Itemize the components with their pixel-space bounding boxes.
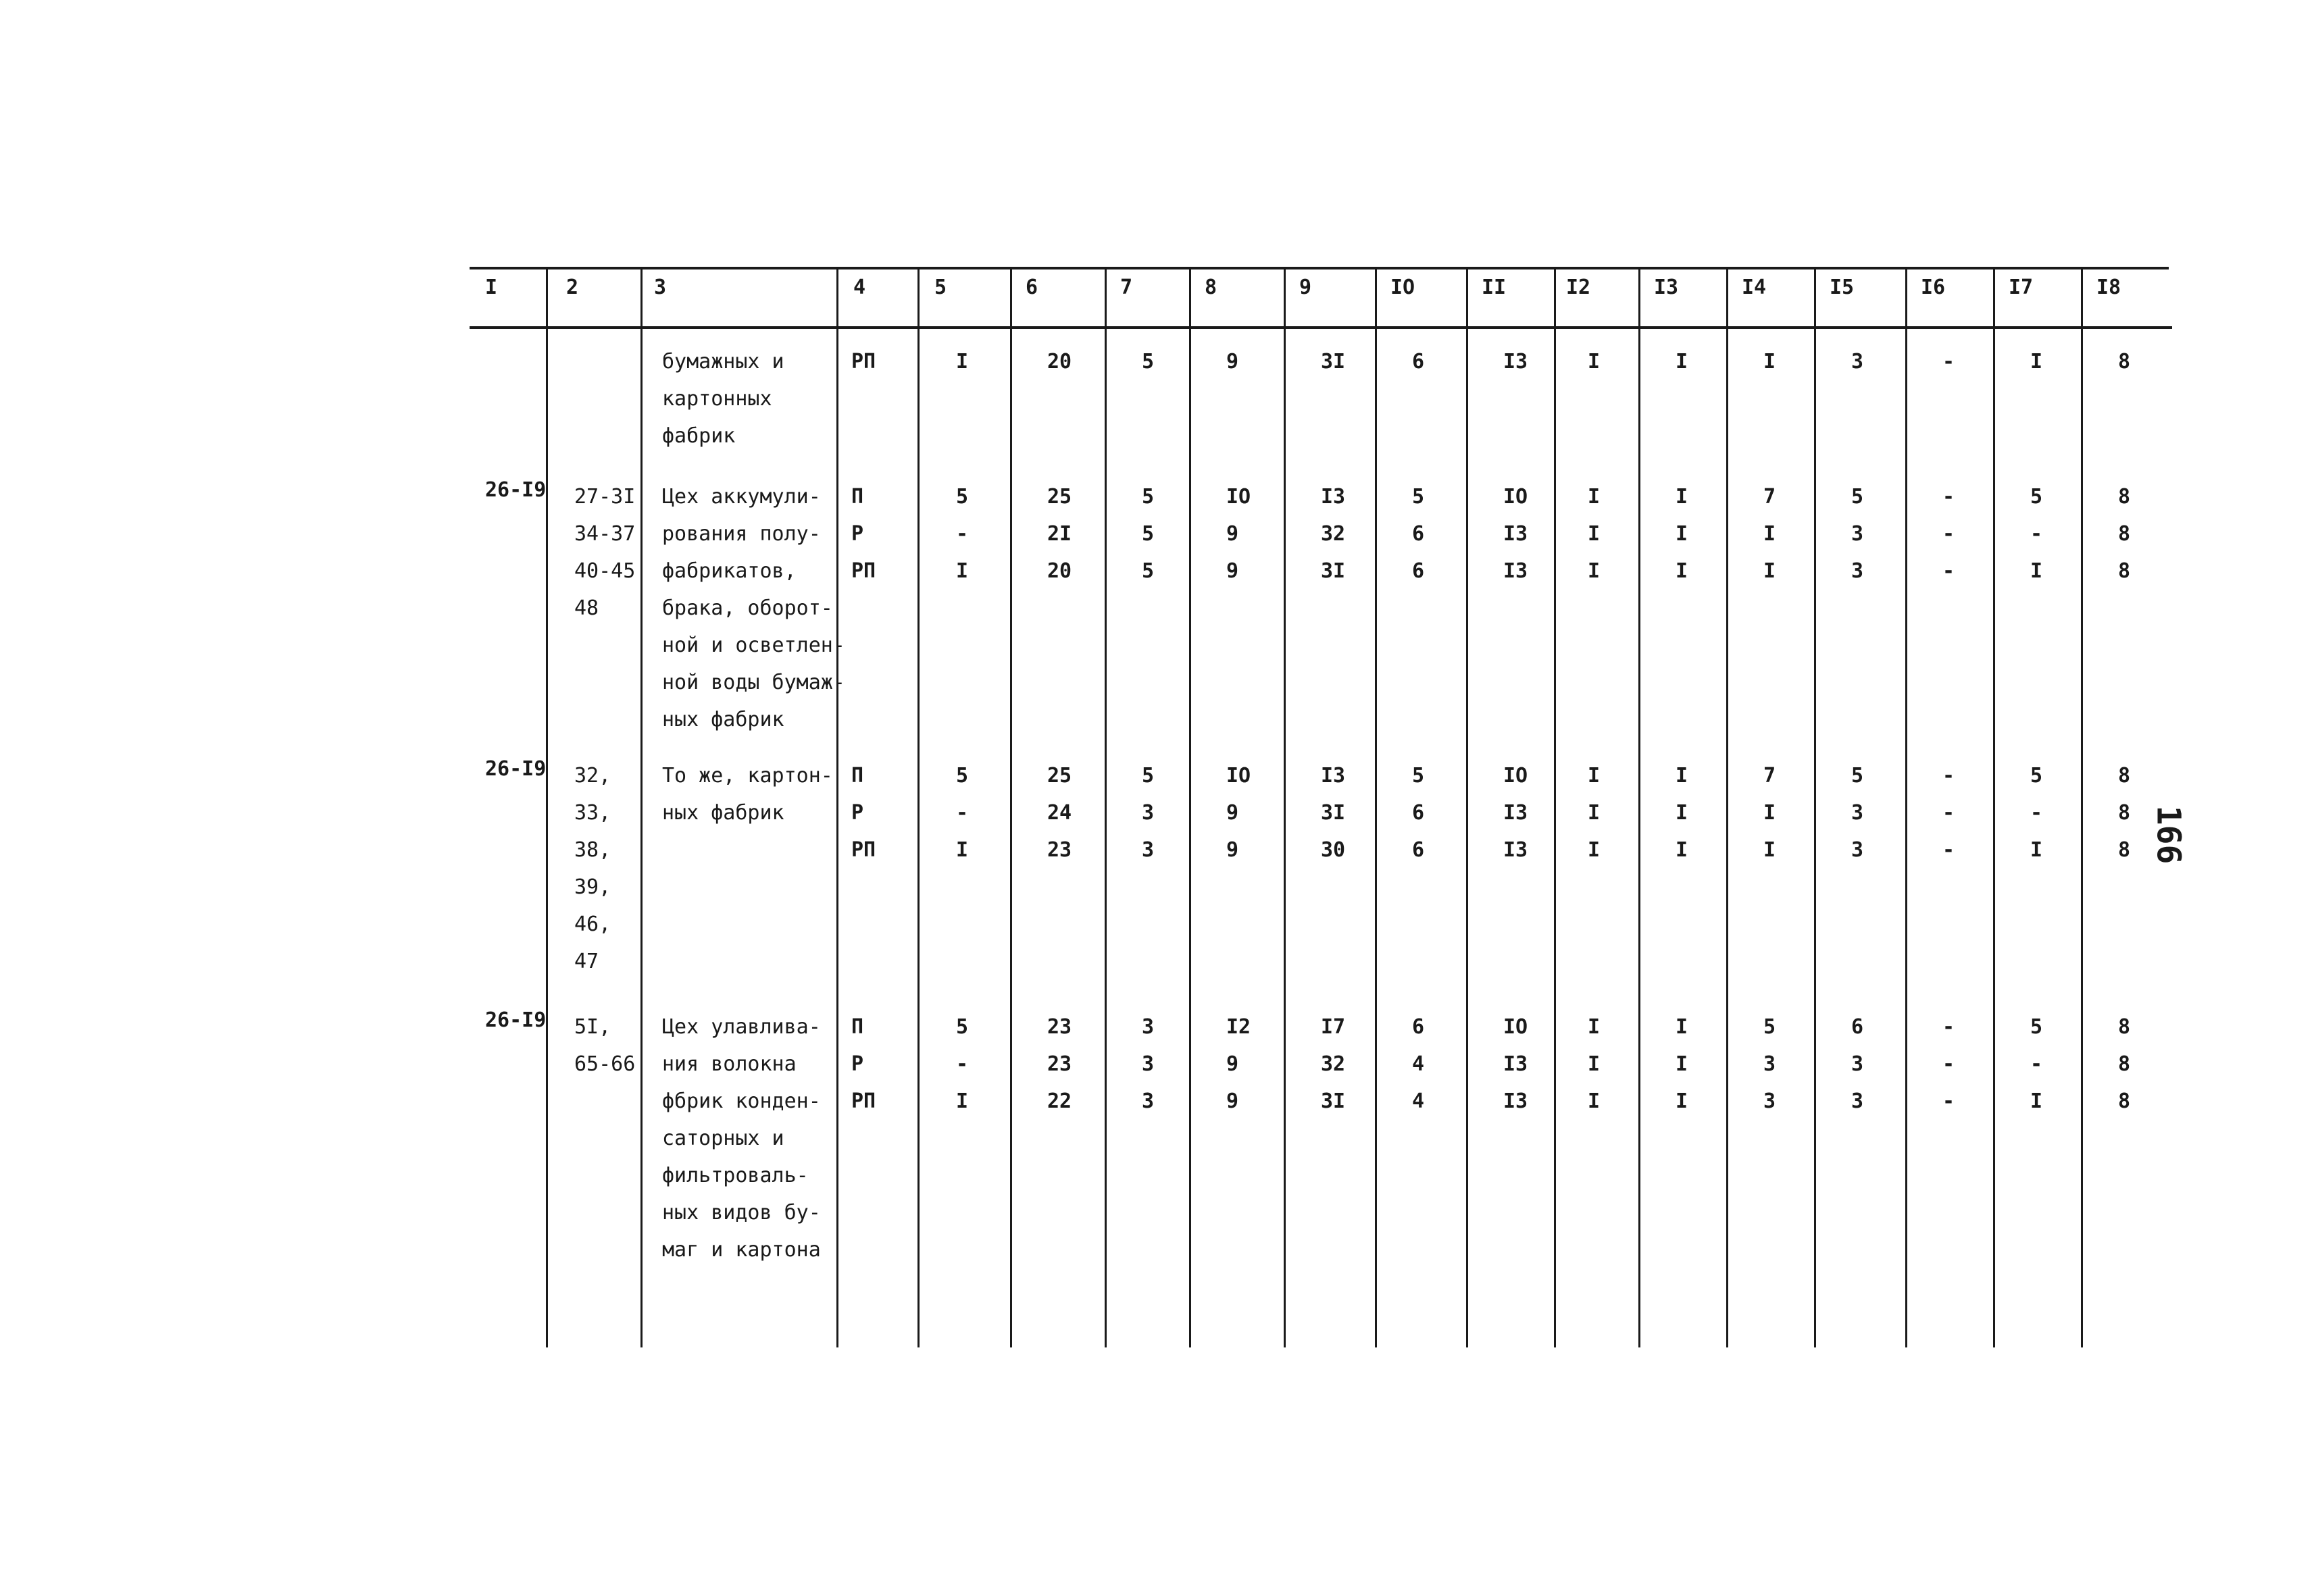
row-mode: П xyxy=(851,764,864,788)
column-divider xyxy=(836,268,838,1347)
table-cell: 3 xyxy=(1851,1052,1864,1076)
row-mode: Р xyxy=(851,801,864,825)
row-description: ных видов бу- xyxy=(662,1201,821,1225)
table-cell: I xyxy=(1676,350,1688,374)
table-cell: IO xyxy=(1503,485,1528,509)
row-mode: РП xyxy=(851,350,876,374)
table-cell: 32 xyxy=(1321,522,1346,546)
column-header: 3 xyxy=(654,276,667,299)
table-cell: IO xyxy=(1226,764,1251,788)
table-cell: I3 xyxy=(1503,559,1528,583)
table-cell: 5 xyxy=(1412,764,1425,788)
column-header: 6 xyxy=(1026,276,1038,299)
table-cell: 3 xyxy=(1142,1089,1155,1113)
row-description: рования полу- xyxy=(662,522,821,546)
row-description: То же, картон- xyxy=(662,764,833,788)
table-cell: - xyxy=(1942,801,1955,825)
table-cell: 8 xyxy=(2118,1089,2131,1113)
table-cell: 30 xyxy=(1321,838,1346,862)
row-description: саторных и xyxy=(662,1127,784,1150)
table-cell: 9 xyxy=(1226,801,1239,825)
table-cell: 5 xyxy=(956,485,969,509)
column-header: I xyxy=(485,276,498,299)
table-cell: I xyxy=(1676,801,1688,825)
column-header: I6 xyxy=(1921,276,1946,299)
table-cell: 5 xyxy=(1142,350,1155,374)
row-description: ных фабрик xyxy=(662,708,784,731)
column-header: I5 xyxy=(1830,276,1855,299)
column-header: 8 xyxy=(1205,276,1217,299)
table-cell: I xyxy=(956,559,969,583)
table-cell: I xyxy=(1763,522,1776,546)
row-mode: Р xyxy=(851,522,864,546)
table-cell: I xyxy=(1588,1052,1601,1076)
table-cell: 3I xyxy=(1321,559,1346,583)
table-cell: - xyxy=(956,801,969,825)
table-cell: I xyxy=(1763,801,1776,825)
table-cell: 5 xyxy=(2030,764,2043,788)
column-header: I7 xyxy=(2009,276,2034,299)
table-cell: - xyxy=(2030,801,2043,825)
row-position: 65-66 xyxy=(574,1052,636,1076)
row-description: ной и осветлен- xyxy=(662,634,845,657)
table-cell: IO xyxy=(1503,1015,1528,1039)
row-description: фабрикатов, xyxy=(662,559,797,583)
row-description: Цех аккумули- xyxy=(662,485,821,509)
table-cell: 8 xyxy=(2118,559,2131,583)
table-cell: 7 xyxy=(1763,764,1776,788)
table-cell: - xyxy=(956,522,969,546)
table-cell: I xyxy=(956,350,969,374)
column-divider xyxy=(1105,268,1107,1347)
row-mode: РП xyxy=(851,559,876,583)
table-cell: I xyxy=(1588,522,1601,546)
table-cell: 8 xyxy=(2118,350,2131,374)
column-divider xyxy=(917,268,920,1347)
table-cell: 8 xyxy=(2118,1052,2131,1076)
table-cell: 4 xyxy=(1412,1089,1425,1113)
table-cell: 6 xyxy=(1412,1015,1425,1039)
table-cell: 8 xyxy=(2118,485,2131,509)
table-cell: I xyxy=(1588,764,1601,788)
table-cell: I2 xyxy=(1226,1015,1251,1039)
row-position: 32, xyxy=(574,764,611,788)
column-header: I8 xyxy=(2096,276,2121,299)
table-cell: 3 xyxy=(1851,559,1864,583)
table-cell: I3 xyxy=(1321,485,1346,509)
table-cell: I3 xyxy=(1503,838,1528,862)
table-cell: I3 xyxy=(1503,350,1528,374)
row-description: картонных xyxy=(662,387,772,411)
table-cell: 9 xyxy=(1226,1089,1239,1113)
table-cell: 22 xyxy=(1047,1089,1072,1113)
table-cell: - xyxy=(1942,1089,1955,1113)
column-divider xyxy=(640,268,643,1347)
table-cell: 25 xyxy=(1047,485,1072,509)
table-cell: 5 xyxy=(1142,522,1155,546)
row-position: 40-45 xyxy=(574,559,636,583)
row-mode: РП xyxy=(851,838,876,862)
column-header: II xyxy=(1482,276,1507,299)
table-cell: I3 xyxy=(1503,1052,1528,1076)
table-cell: 6 xyxy=(1412,559,1425,583)
row-description: ной воды бумаж- xyxy=(662,671,845,694)
table-cell: I3 xyxy=(1321,764,1346,788)
table-cell: I xyxy=(1588,559,1601,583)
table-cell: 9 xyxy=(1226,1052,1239,1076)
table-cell: - xyxy=(1942,350,1955,374)
table-cell: I3 xyxy=(1503,801,1528,825)
table-cell: I xyxy=(1676,1052,1688,1076)
table-cell: 23 xyxy=(1047,838,1072,862)
table-cell: 6 xyxy=(1412,522,1425,546)
row-position: 39, xyxy=(574,875,611,899)
row-description: Цех улавлива- xyxy=(662,1015,821,1039)
table-cell: I xyxy=(1676,522,1688,546)
table-cell: I7 xyxy=(1321,1015,1346,1039)
table-cell: 3 xyxy=(1142,1015,1155,1039)
row-code: 26-I9 xyxy=(485,757,547,781)
row-code: 26-I9 xyxy=(485,1008,547,1032)
row-description: маг и картона xyxy=(662,1238,821,1262)
column-divider xyxy=(1726,268,1728,1347)
row-position: 48 xyxy=(574,596,599,620)
table-cell: 20 xyxy=(1047,559,1072,583)
table-cell: I xyxy=(1763,350,1776,374)
table-cell: 23 xyxy=(1047,1015,1072,1039)
row-description: фабрик xyxy=(662,424,736,448)
table-cell: I xyxy=(1588,1015,1601,1039)
table-cell: 3 xyxy=(1142,1052,1155,1076)
table-cell: 3 xyxy=(1851,350,1864,374)
table-cell: 8 xyxy=(2118,522,2131,546)
row-position: 33, xyxy=(574,801,611,825)
column-header: 9 xyxy=(1299,276,1312,299)
table-cell: - xyxy=(1942,764,1955,788)
row-description: фбрик конден- xyxy=(662,1089,821,1113)
table-cell: - xyxy=(1942,1052,1955,1076)
table-cell: I xyxy=(1676,1089,1688,1113)
column-divider xyxy=(1814,268,1816,1347)
table-cell: 3 xyxy=(1851,838,1864,862)
row-position: 27-3I xyxy=(574,485,636,509)
table-cell: I xyxy=(1676,485,1688,509)
table-cell: 9 xyxy=(1226,559,1239,583)
table-cell: 32 xyxy=(1321,1052,1346,1076)
table-cell: - xyxy=(956,1052,969,1076)
column-divider xyxy=(1993,268,1995,1347)
table-cell: 5 xyxy=(1412,485,1425,509)
table-cell: I3 xyxy=(1503,522,1528,546)
table-cell: 3 xyxy=(1142,838,1155,862)
table-cell: 5 xyxy=(956,764,969,788)
table-cell: 23 xyxy=(1047,1052,1072,1076)
column-divider xyxy=(1284,268,1286,1347)
table-cell: I xyxy=(1676,1015,1688,1039)
row-position: 38, xyxy=(574,838,611,862)
row-description: фильтроваль- xyxy=(662,1164,809,1187)
column-divider xyxy=(2081,268,2083,1347)
table-cell: - xyxy=(1942,838,1955,862)
row-mode: П xyxy=(851,1015,864,1039)
table-cell: I3 xyxy=(1503,1089,1528,1113)
table-cell: 6 xyxy=(1851,1015,1864,1039)
table-cell: - xyxy=(2030,522,2043,546)
row-mode: Р xyxy=(851,1052,864,1076)
table-cell: 5 xyxy=(1142,764,1155,788)
row-code: 26-I9 xyxy=(485,478,547,502)
column-divider xyxy=(1010,268,1012,1347)
table-cell: 9 xyxy=(1226,350,1239,374)
table-cell: 7 xyxy=(1763,485,1776,509)
column-divider xyxy=(1375,268,1377,1347)
table-cell: 4 xyxy=(1412,1052,1425,1076)
table-cell: 6 xyxy=(1412,838,1425,862)
table-cell: IO xyxy=(1503,764,1528,788)
table-cell: I xyxy=(1588,801,1601,825)
page-number: 166 xyxy=(2149,805,2188,865)
table-cell: 24 xyxy=(1047,801,1072,825)
column-header: IO xyxy=(1390,276,1415,299)
table-cell: 3 xyxy=(1142,801,1155,825)
table-cell: 8 xyxy=(2118,764,2131,788)
column-divider xyxy=(546,268,548,1347)
table-cell: 3 xyxy=(1763,1089,1776,1113)
table-cell: 3I xyxy=(1321,1089,1346,1113)
column-divider xyxy=(1466,268,1468,1347)
table-cell: - xyxy=(1942,559,1955,583)
table-cell: - xyxy=(1942,522,1955,546)
table-cell: I xyxy=(1676,559,1688,583)
table-cell: I xyxy=(2030,1089,2043,1113)
table-cell: I xyxy=(956,1089,969,1113)
column-header: 7 xyxy=(1120,276,1133,299)
table-cell: I xyxy=(956,838,969,862)
row-position: 5I, xyxy=(574,1015,611,1039)
column-divider xyxy=(1638,268,1640,1347)
table-cell: 6 xyxy=(1412,801,1425,825)
row-description: ных фабрик xyxy=(662,801,784,825)
row-mode: П xyxy=(851,485,864,509)
table-cell: I xyxy=(2030,559,2043,583)
table-cell: I xyxy=(1763,838,1776,862)
column-header: 2 xyxy=(566,276,579,299)
column-header: I4 xyxy=(1742,276,1767,299)
table-cell: 3I xyxy=(1321,350,1346,374)
column-divider xyxy=(1905,268,1907,1347)
table-cell: 3 xyxy=(1763,1052,1776,1076)
row-position: 47 xyxy=(574,950,599,973)
row-description: бумажных и xyxy=(662,350,784,374)
table-cell: 3 xyxy=(1851,1089,1864,1113)
table-cell: 5 xyxy=(1142,485,1155,509)
table-cell: 6 xyxy=(1412,350,1425,374)
column-divider xyxy=(1189,268,1191,1347)
table-cell: 8 xyxy=(2118,1015,2131,1039)
table-cell: 8 xyxy=(2118,801,2131,825)
table-top-rule xyxy=(470,267,2169,269)
table-cell: 3I xyxy=(1321,801,1346,825)
table-cell: I xyxy=(2030,838,2043,862)
table-cell: 8 xyxy=(2118,838,2131,862)
table-cell: I xyxy=(1588,1089,1601,1113)
row-description: брака, оборот- xyxy=(662,596,833,620)
table-cell: 2I xyxy=(1047,522,1072,546)
row-position: 34-37 xyxy=(574,522,636,546)
table-cell: I xyxy=(1676,838,1688,862)
row-position: 46, xyxy=(574,912,611,936)
table-cell: 3 xyxy=(1851,801,1864,825)
table-cell: 3 xyxy=(1851,522,1864,546)
column-header: 4 xyxy=(853,276,866,299)
table-cell: 20 xyxy=(1047,350,1072,374)
row-mode: РП xyxy=(851,1089,876,1113)
table-cell: I xyxy=(1588,485,1601,509)
table-cell: - xyxy=(2030,1052,2043,1076)
table-cell: - xyxy=(1942,485,1955,509)
table-cell: I xyxy=(2030,350,2043,374)
table-cell: I xyxy=(1588,350,1601,374)
table-cell: I xyxy=(1588,838,1601,862)
table-cell: 5 xyxy=(1142,559,1155,583)
column-header: I2 xyxy=(1566,276,1591,299)
table-cell: 5 xyxy=(956,1015,969,1039)
table-cell: I xyxy=(1763,559,1776,583)
table-cell: 5 xyxy=(2030,485,2043,509)
column-divider xyxy=(1554,268,1556,1347)
table-cell: I xyxy=(1676,764,1688,788)
table-cell: - xyxy=(1942,1015,1955,1039)
table-cell: 5 xyxy=(1851,485,1864,509)
table-cell: 5 xyxy=(1763,1015,1776,1039)
table-cell: 5 xyxy=(2030,1015,2043,1039)
table-cell: 5 xyxy=(1851,764,1864,788)
table-cell: 9 xyxy=(1226,522,1239,546)
row-description: ния волокна xyxy=(662,1052,797,1076)
column-header: I3 xyxy=(1654,276,1679,299)
column-header: 5 xyxy=(934,276,947,299)
table-cell: IO xyxy=(1226,485,1251,509)
table-cell: 25 xyxy=(1047,764,1072,788)
table-header-rule xyxy=(470,326,2172,329)
table-cell: 9 xyxy=(1226,838,1239,862)
